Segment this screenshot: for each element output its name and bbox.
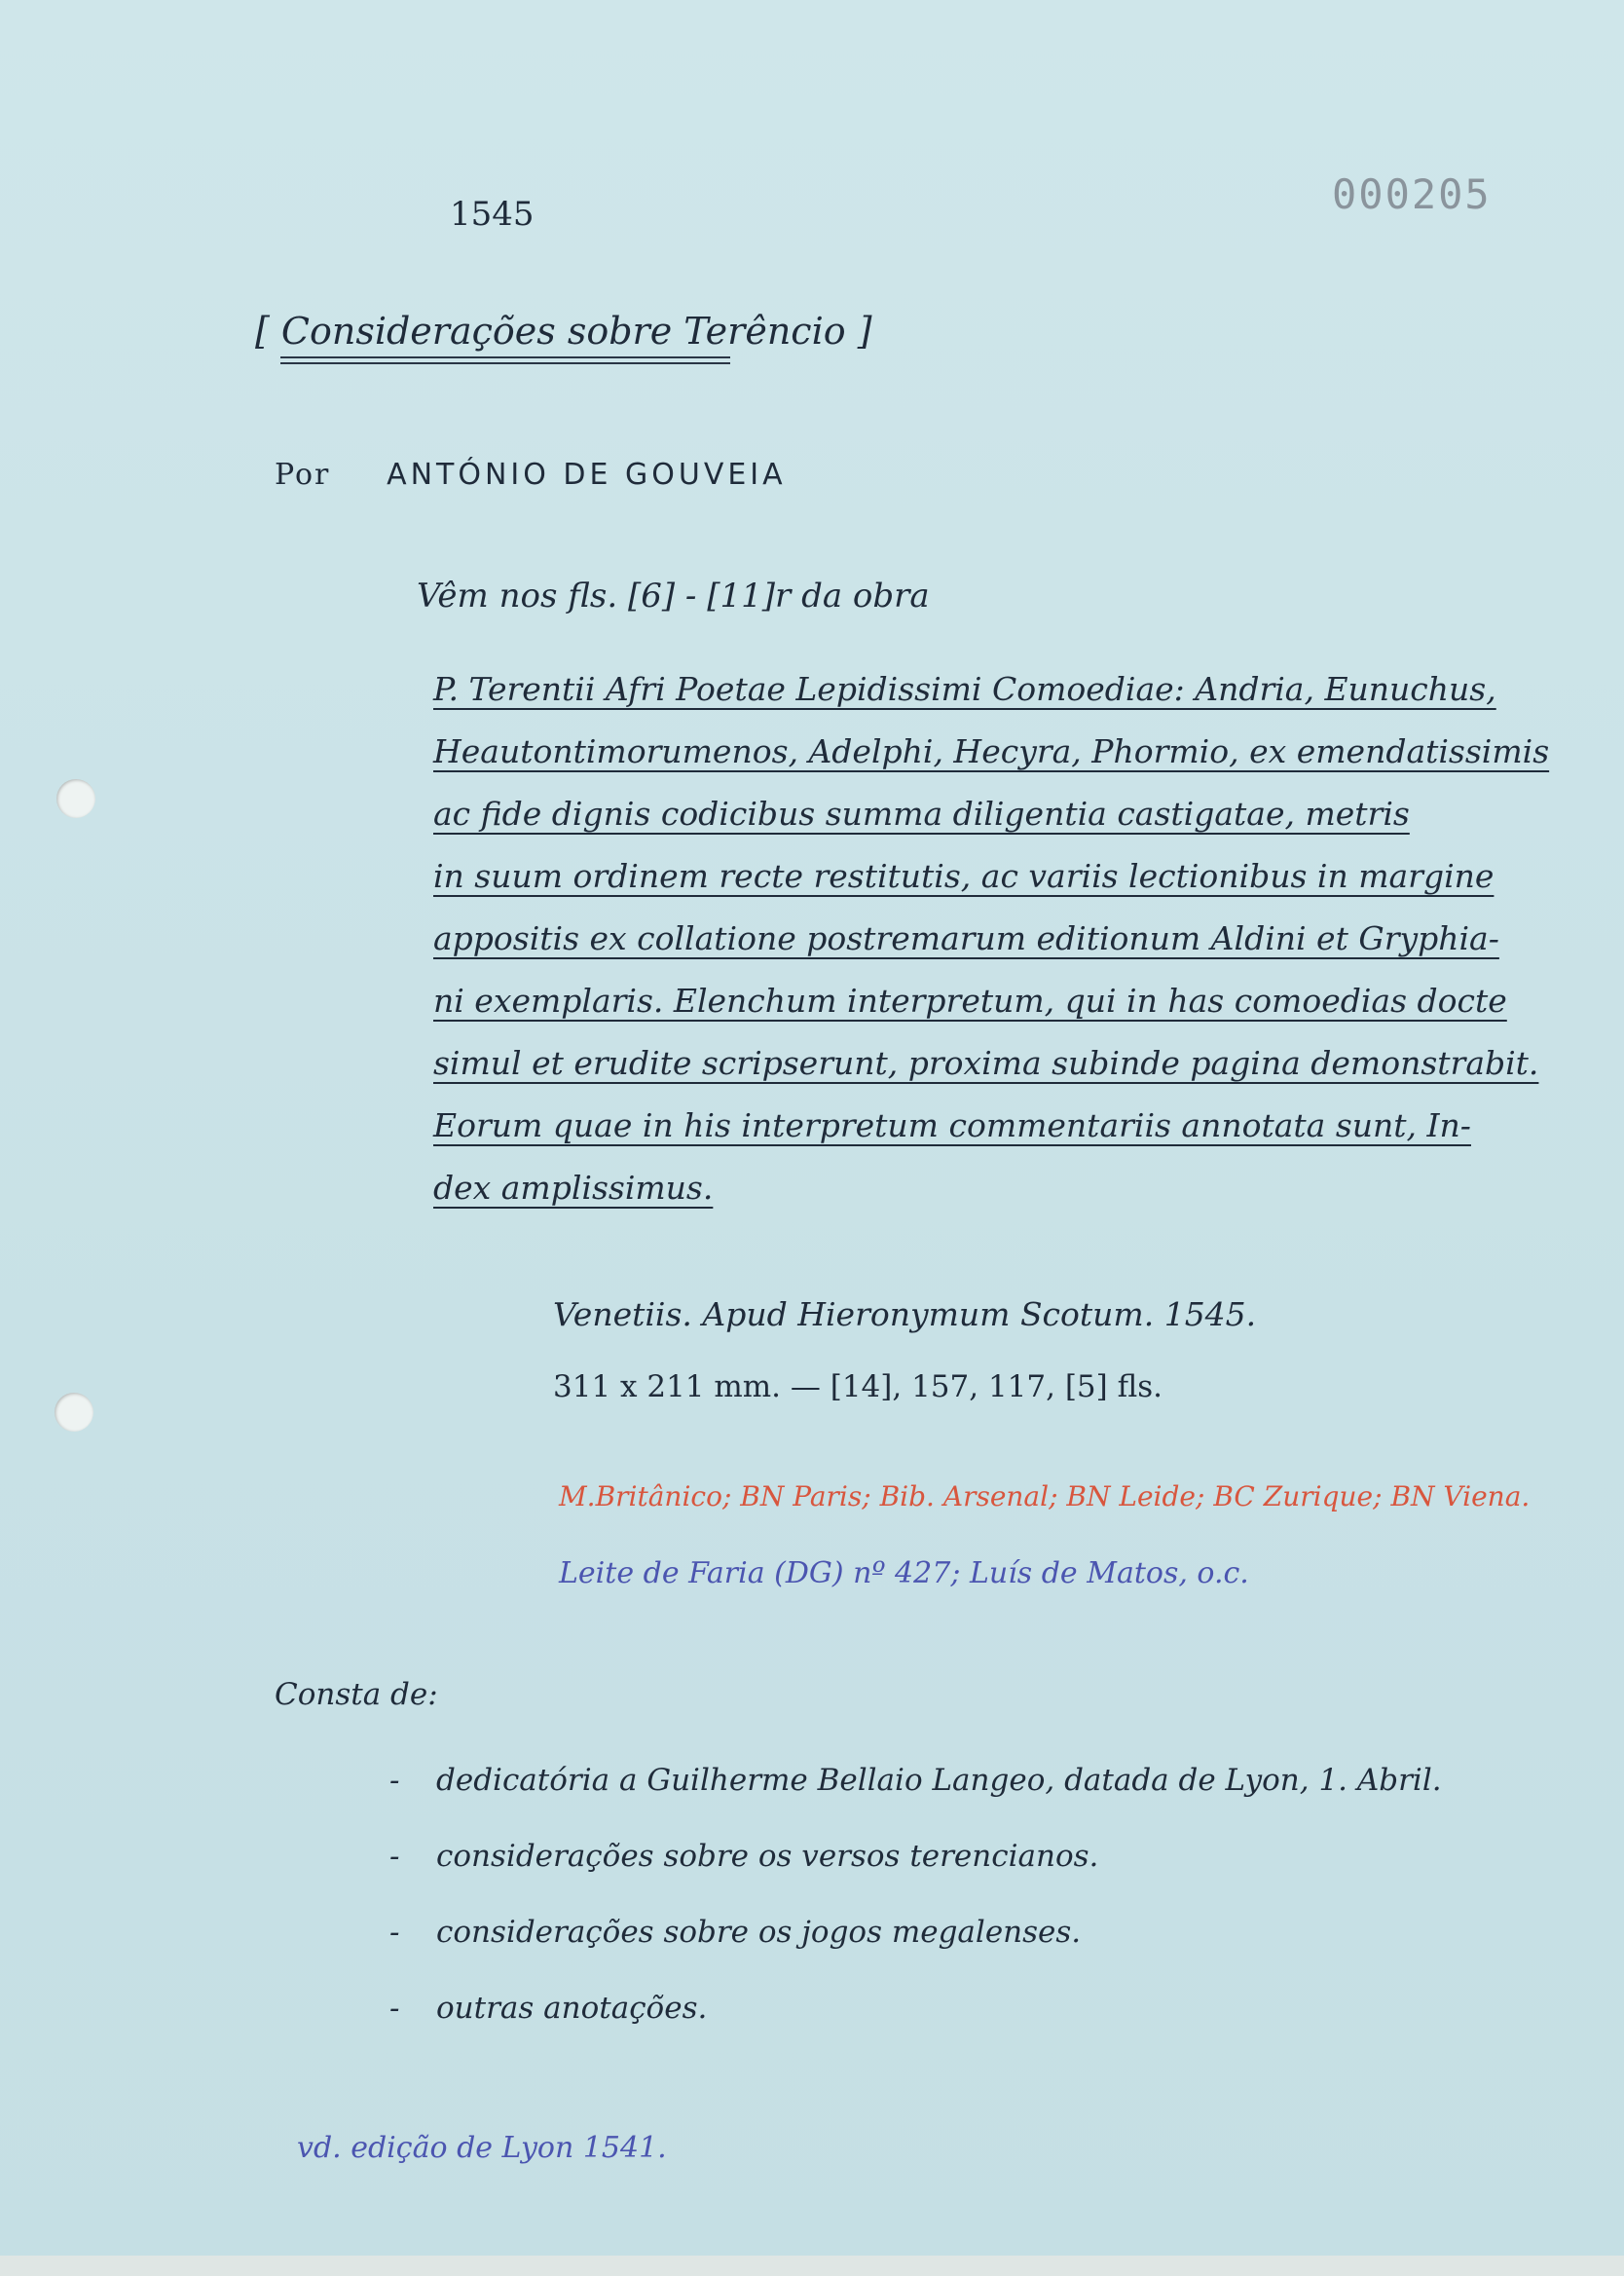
bib-title-line: P. Terentii Afri Poetae Lepidissimi Comoediae: Andria, Eunuchus, [433,670,1496,708]
bib-title-line: in suum ordinem recte restitutis, ac variis lectionibus in margine [433,857,1495,895]
card-title: [ Considerações sobre Terêncio ] [255,310,872,353]
contents-item: - dedicatória a Guilherme Bellaio Langeo, datada de Lyon, 1. Abril. [389,1763,1442,1798]
bib-title-line: ni exemplaris. Elenchum interpretum, qui in has comoedias docte [433,982,1507,1020]
contents-item-text: outras anotações. [436,1991,708,2026]
byline [275,458,787,492]
imprint: Venetiis. Apud Hieronymum Scotum. 1545. [553,1295,1257,1333]
contents-item: - considerações sobre os versos terencianos. [389,1839,1099,1874]
bib-title-line: Eorum quae in his interpretum commentariis annotata sunt, In- [433,1106,1471,1144]
contents-item-text: considerações sobre os jogos megalenses. [436,1915,1082,1950]
year: 1545 [450,195,535,234]
punch-hole-bottom [55,1393,93,1432]
collation: 311 x 211 mm. — [14], 157, 117, [5] fls. [553,1369,1163,1404]
punch-hole-top [56,779,95,818]
bib-title-line: dex amplissimus. [433,1169,714,1207]
byline-prefix: Por [275,458,331,492]
bib-title-line: simul et erudite scripserunt, proxima subinde pagina demonstrabit. [433,1044,1539,1082]
contents-item-text: considerações sobre os versos terencianos. [436,1839,1099,1874]
see-also-note: vd. edição de Lyon 1541. [297,2131,667,2165]
stamp-number: 000205 [1332,170,1492,218]
scan-edge [0,2256,1624,2276]
contents-item: - considerações sobre os jogos megalenses. [389,1915,1082,1950]
title-underline [280,356,730,358]
contents-heading: Consta de: [275,1677,438,1712]
contents-item-text: dedicatória a Guilherme Bellaio Langeo, datada de Lyon, 1. Abril. [436,1763,1442,1798]
bib-title-line: Heautontimorumenos, Adelphi, Hecyra, Phormio, ex emendatissimis [433,732,1550,770]
folio-location: Vêm nos fls. [6] - [11]r da obra [417,577,930,616]
title-underline-double [280,362,730,364]
bib-title-line: ac fide dignis codicibus summa diligentia castigatae, metris [433,795,1410,833]
bib-title-line: appositis ex collatione postremarum editionum Aldini et Gryphia- [433,919,1499,957]
library-holdings: M.Britânico; BN Paris; Bib. Arsenal; BN Leide; BC Zurique; BN Viena. [559,1480,1531,1512]
references: Leite de Faria (DG) nº 427; Luís de Matos, o.c. [559,1556,1249,1590]
contents-item: - outras anotações. [389,1991,708,2026]
author-name: ANTÓNIO DE GOUVEIA [387,458,787,492]
